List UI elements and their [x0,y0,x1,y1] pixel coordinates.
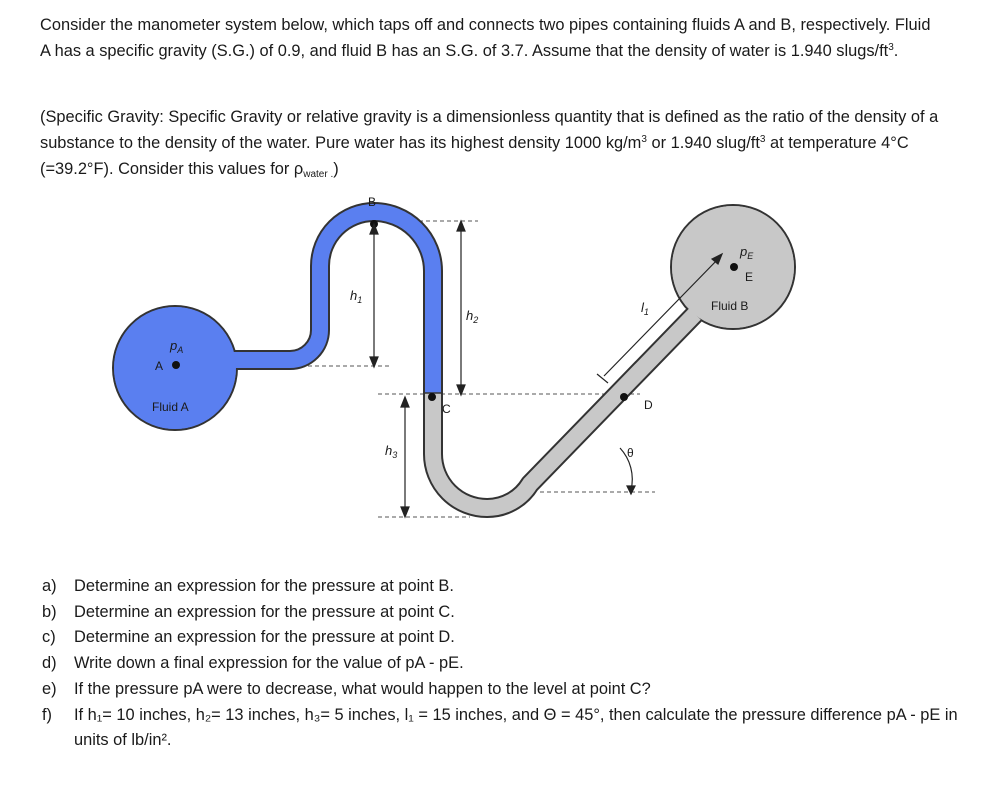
question-text: Determine an expression for the pressure at point C. [74,602,455,621]
cube-superscript: 3 [888,42,894,53]
label-fluid-b: Fluid B [711,299,749,313]
note-close-paren: ) [333,160,339,178]
question-marker: b) [42,602,57,621]
label-e: E [745,270,754,284]
note-text-2: or 1.940 slug/ft [646,134,760,152]
question-marker: f) [42,705,53,724]
label-a: A [155,359,164,373]
question-a [40,574,960,600]
h3-arrow-head-top [401,397,409,407]
rho-water-subscript: water . [303,169,334,180]
note-text-3: at temperature 4°C (=39.2°F). Consider this values for ρ [40,134,909,178]
question-list [40,574,960,754]
label-b: B [368,195,377,209]
question-text: Write down a final expression for the value of pA - pE. [74,654,464,673]
question-e [40,677,960,703]
label-d: D [644,398,653,412]
question-marker: c) [42,628,56,647]
l1-tick [597,374,608,383]
question-c [40,625,960,651]
label-theta: θ [627,446,634,460]
label-h1: $h_1$ [350,288,363,305]
question-text: If the pressure pA were to decrease, what would happen to the level at point C? [74,679,651,698]
question-b [40,600,960,626]
h3-arrow-head-bottom [401,507,409,517]
question-text: Determine an expression for the pressure at point B. [74,577,454,595]
note-superscript-1: 3 [641,134,647,145]
point-d-dot [620,393,628,401]
label-pa: $p_A$ [170,338,184,355]
intro-text: Consider the manometer system below, which taps off and connects two pipes containing fluids A and B, respectively. Fluid A has a specific gravity (S.G.) of 0.9, and fluid B has an S.G. of 3.7. Assume that the density of water is 1.940 slugs/ft [40,16,931,60]
question-marker: e) [42,679,57,698]
question-f [40,703,960,754]
note-superscript-2: 3 [759,134,766,145]
point-a-dot [172,361,180,369]
manometer-diagram [0,190,995,535]
label-h3: $h_3$ [385,443,398,460]
intro-paragraph [40,12,940,64]
theta-arrow-head [627,486,635,494]
question-text: If h₁= 10 inches, h₂= 13 inches, h₃= 5 inches, l₁ = 15 inches, and Θ = 45°, then calculate the pressure difference pA - pE in units of lb/in². [74,705,958,750]
h2-arrow-head-top [457,221,465,231]
label-c: C [442,402,451,416]
question-marker: a) [42,577,57,595]
question-d [40,651,960,677]
question-text: Determine an expression for the pressure at point D. [74,628,455,647]
label-pe: $p_E$ [740,244,754,261]
note-text-1: (Specific Gravity: Specific Gravity or relative gravity is a dimensionless quantity that is defined as the ratio of the density of a substance to the density of the water. Pure water has its highest density 1000 kg/m [40,108,939,152]
label-h2: $h_2$ [466,308,479,325]
label-l1: $l_1$ [641,300,649,317]
point-c-dot [428,393,436,401]
label-fluid-a: Fluid A [152,400,189,414]
specific-gravity-note [40,104,940,182]
question-marker: d) [42,654,57,673]
fluid-b-tube [433,314,695,508]
intro-period: . [893,42,899,60]
point-e-dot [730,263,738,271]
